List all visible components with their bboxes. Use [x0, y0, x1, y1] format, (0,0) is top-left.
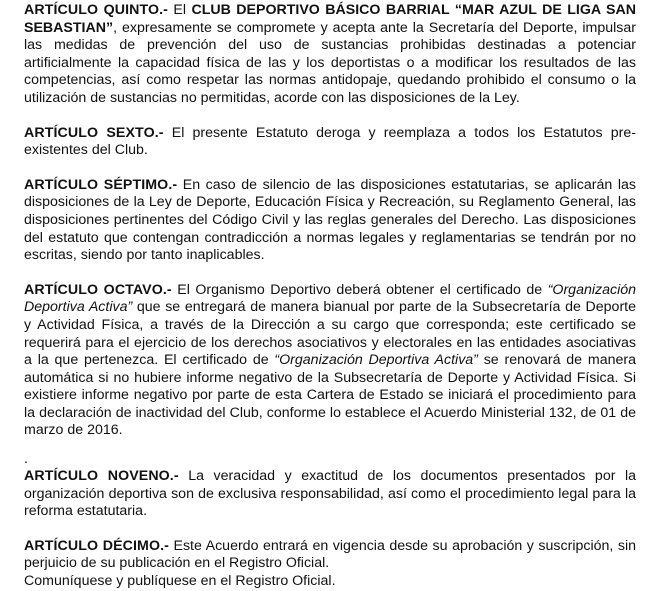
article-noveno-body — [24, 468, 636, 521]
article-octavo-text-3: se renovará de manera automática si no hubiere informe negativo de la Subsecretaría de Deporte y Actividad Física. Si existiere informe negativo por parte de esta Cartera de Estado se iniciará el procedimiento para la declaración de inactividad del Club, conforme lo establece el Acuerdo Ministerial 132, de 01 de marzo de 2016. — [24, 352, 636, 439]
article-decimo-body — [24, 538, 636, 591]
article-quinto — [24, 2, 636, 108]
article-decimo — [24, 538, 636, 591]
closing-line: Comuníquese y publíquese en el Registro Oficial. — [24, 573, 336, 590]
article-quinto-heading: ARTÍCULO QUINTO.- — [24, 2, 168, 18]
article-decimo-heading: ARTÍCULO DÉCIMO.- — [24, 537, 169, 554]
article-octavo-text-1: El Organismo Deportivo deberá obtener el certificado de — [171, 281, 548, 298]
article-octavo-text-2: que se entregará de manera bianual por parte de la Subsecretaría de Deporte y Actividad Física, a través de la Dirección a su cargo que corresponda; este certificado se requerirá para el ejercicio de los derechos asociativos y electorales en las entidades asociativas a la que pertenezca. El certificado de — [24, 299, 636, 369]
article-noveno-heading: ARTÍCULO NOVENO.- — [24, 468, 179, 485]
article-quinto-body — [24, 2, 636, 108]
article-septimo — [24, 177, 636, 265]
article-sexto-body — [24, 125, 636, 160]
article-octavo-certificate-name-2: “Organización Deportiva Activa” — [274, 352, 478, 369]
article-octavo — [24, 282, 636, 440]
separator-dot: . — [24, 451, 28, 468]
club-name: CLUB DEPORTIVO BÁSICO BARRIAL “MAR AZUL DE LIGA SAN SEBASTIAN” — [24, 2, 636, 36]
article-noveno-text: La veracidad y exactitud de los documentos presentados por la organización deportiva son de exclusiva responsabilidad, así como el procedimiento legal para la reforma estatutaria. — [24, 468, 637, 520]
article-octavo-heading: ARTÍCULO OCTAVO.- — [24, 281, 172, 298]
article-septimo-body — [24, 177, 636, 265]
article-decimo-text: Este Acuerdo entrará en vigencia desde su aprobación y suscripción, sin perjuicio de su publicación en el Registro Oficial. — [24, 537, 637, 572]
article-septimo-heading: ARTÍCULO SÉPTIMO.- — [24, 176, 178, 193]
article-quinto-text-2: , expresamente se compromete y acepta ante la Secretaría del Deporte, impulsar las medidas de prevención del uso de sustancias prohibidas destinadas a potenciar artificialmente la capacidad física de las y los deportistas o a modificar los resultados de las competencias, así como respetar las normas antidopaje, quedando prohibido el consumo o la utilización de sustancias no permitidas, acorde con las disposiciones de la Ley. — [24, 19, 636, 106]
article-quinto-text-1: El — [168, 2, 192, 18]
article-sexto — [24, 125, 636, 160]
article-sexto-heading: ARTÍCULO SEXTO.- — [24, 124, 164, 141]
article-octavo-certificate-name-1: “Organización Deportiva Activa” — [24, 281, 637, 316]
article-sexto-text: El presente Estatuto deroga y reemplaza a todos los Estatutos pre-existentes del Club. — [24, 124, 636, 159]
article-septimo-text: En caso de silencio de las disposiciones estatutarias, se aplicarán las disposiciones de la Ley de Deporte, Educación Física y Recreación, su Reglamento General, las disposiciones pertinentes del Código Civil y las reglas generales del Derecho. Las disposiciones del estatuto que contengan contradicción a normas legales y reglamentarias se tendrán por no escritas, siendo por tanto inaplicables. — [24, 176, 636, 264]
article-noveno — [24, 468, 636, 521]
article-octavo-body — [24, 282, 636, 440]
